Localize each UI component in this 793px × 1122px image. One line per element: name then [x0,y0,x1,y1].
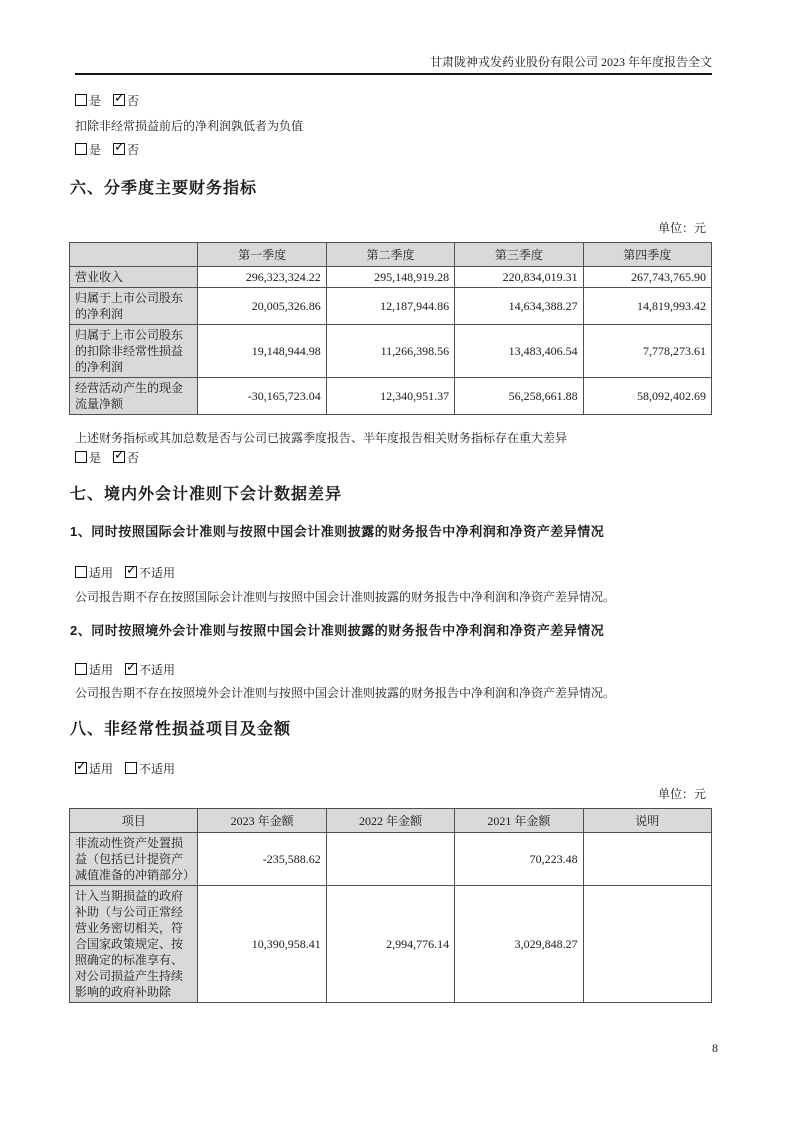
option-label: 不适用 [139,566,176,580]
table-row [70,325,712,378]
section7-sub2-title: 2、同时按照境外会计准则与按照中国会计准则披露的财务报告中净利润和净资产差异情况 [70,623,605,638]
option-label: 否 [127,451,140,465]
checkbox-unchecked-icon [75,663,87,675]
checkbox-unchecked-icon [75,94,87,106]
value-cell: 295,148,919.28 [326,267,454,288]
section7-title: 七、境内外会计准则下会计数据差异 [70,486,343,503]
value-cell: 70,223.48 [455,833,583,886]
checkbox-checked-icon [125,663,137,675]
section6-title: 六、分季度主要财务指标 [70,180,258,197]
option-no [113,142,139,158]
section8-title: 八、非经常性损益项目及金额 [70,721,292,738]
value-cell: 296,323,324.22 [198,267,326,288]
option-applicable [75,565,113,581]
checkbox-checked-icon [113,143,125,155]
applicable-row-2 [75,662,712,678]
checkbox-unchecked-icon [125,762,137,774]
header-cell: 说明 [583,809,711,833]
option-applicable [75,761,113,777]
option-label: 不适用 [139,663,176,677]
value-cell: 14,819,993.42 [583,288,711,325]
value-cell: 12,340,951.37 [326,378,454,415]
header-cell: 第三季度 [455,243,583,267]
yes-no-row-1 [75,93,712,109]
section6-note: 上述财务指标或其加总数是否与公司已披露季度报告、半年度报告相关财务指标存在重大差异 [75,431,568,445]
option-not-applicable [125,662,175,678]
value-cell: 220,834,019.31 [455,267,583,288]
value-cell: 3,029,848.27 [455,886,583,1003]
value-cell: 7,778,273.61 [583,325,711,378]
option-not-applicable [125,761,175,777]
header-cell: 2022 年金额 [326,809,454,833]
section6-unit: 单位：元 [657,221,706,235]
value-cell: -30,165,723.04 [198,378,326,415]
quarterly-indicators-table [69,242,712,415]
value-cell: 58,092,402.69 [583,378,711,415]
row-label: 归属于上市公司股东的扣除非经常性损益的净利润 [70,325,198,378]
table-header-row [70,809,712,833]
value-cell: 19,148,944.98 [198,325,326,378]
value-cell [583,886,711,1003]
option-label: 是 [89,94,102,108]
header-cell [70,243,198,267]
value-cell [326,833,454,886]
row-label: 计入当期损益的政府补助（与公司正常经营业务密切相关，符合国家政策规定、按照确定的标准享有、对公司损益产生持续影响的政府补助除 [70,886,198,1003]
checkbox-checked-icon [113,451,125,463]
option-yes [75,93,101,109]
row-label: 非流动性资产处置损益（包括已计提资产减值准备的冲销部分） [70,833,198,886]
checkbox-unchecked-icon [75,143,87,155]
header-cell: 2023 年金额 [198,809,326,833]
option-applicable [75,662,113,678]
header-cell: 第二季度 [326,243,454,267]
section8-unit: 单位：元 [657,787,706,801]
option-label: 否 [127,143,140,157]
table-row [70,833,712,886]
header-cell: 2021 年金额 [455,809,583,833]
header-title: 甘肃陇神戎发药业股份有限公司 2023 年年度报告全文 [429,55,712,69]
value-cell: 56,258,661.88 [455,378,583,415]
option-yes [75,450,101,466]
row-label: 营业收入 [70,267,198,288]
option-label: 适用 [89,762,114,776]
value-cell: 12,187,944.86 [326,288,454,325]
table-row [70,288,712,325]
row-label: 归属于上市公司股东的净利润 [70,288,198,325]
page-number: 8 [712,1041,718,1055]
non-recurring-items-table [69,808,712,1003]
header-cell: 第四季度 [583,243,711,267]
value-cell: 13,483,406.54 [455,325,583,378]
option-no [113,450,139,466]
header-cell: 第一季度 [198,243,326,267]
option-label: 适用 [89,663,114,677]
section7-sub1-note: 公司报告期不存在按照国际会计准则与按照中国会计准则披露的财务报告中净利润和净资产差异情况。 [75,590,616,604]
page-content [69,0,712,1003]
table-row [70,267,712,288]
table-header-row [70,243,712,267]
checkbox-checked-icon [125,566,137,578]
value-cell: 267,743,765.90 [583,267,711,288]
page-header [75,0,712,75]
value-cell: 2,994,776.14 [326,886,454,1003]
value-cell: 10,390,958.41 [198,886,326,1003]
checkbox-checked-icon [75,762,87,774]
applicable-row-3 [75,761,712,777]
yes-no-row-3 [75,450,712,466]
checkbox-unchecked-icon [75,566,87,578]
value-cell: 20,005,326.86 [198,288,326,325]
header-cell: 项目 [70,809,198,833]
option-label: 是 [89,143,102,157]
section7-sub2-note: 公司报告期不存在按照境外会计准则与按照中国会计准则披露的财务报告中净利润和净资产差异情况。 [75,686,616,700]
yes-no-row-2 [75,142,712,158]
checkbox-checked-icon [113,94,125,106]
value-cell: -235,588.62 [198,833,326,886]
option-yes [75,142,101,158]
option-label: 不适用 [139,762,176,776]
value-cell [583,833,711,886]
value-cell: 14,634,388.27 [455,288,583,325]
row-label: 经营活动产生的现金流量净额 [70,378,198,415]
pre-section-note: 扣除非经常损益前后的净利润孰低者为负值 [75,119,304,133]
option-no [113,93,139,109]
option-not-applicable [125,565,175,581]
option-label: 适用 [89,566,114,580]
value-cell: 11,266,398.56 [326,325,454,378]
option-label: 是 [89,451,102,465]
section7-sub1-title: 1、同时按照国际会计准则与按照中国会计准则披露的财务报告中净利润和净资产差异情况 [70,524,605,539]
table-row [70,378,712,415]
applicable-row-1 [75,565,712,581]
table-row [70,886,712,1003]
option-label: 否 [127,94,140,108]
checkbox-unchecked-icon [75,451,87,463]
